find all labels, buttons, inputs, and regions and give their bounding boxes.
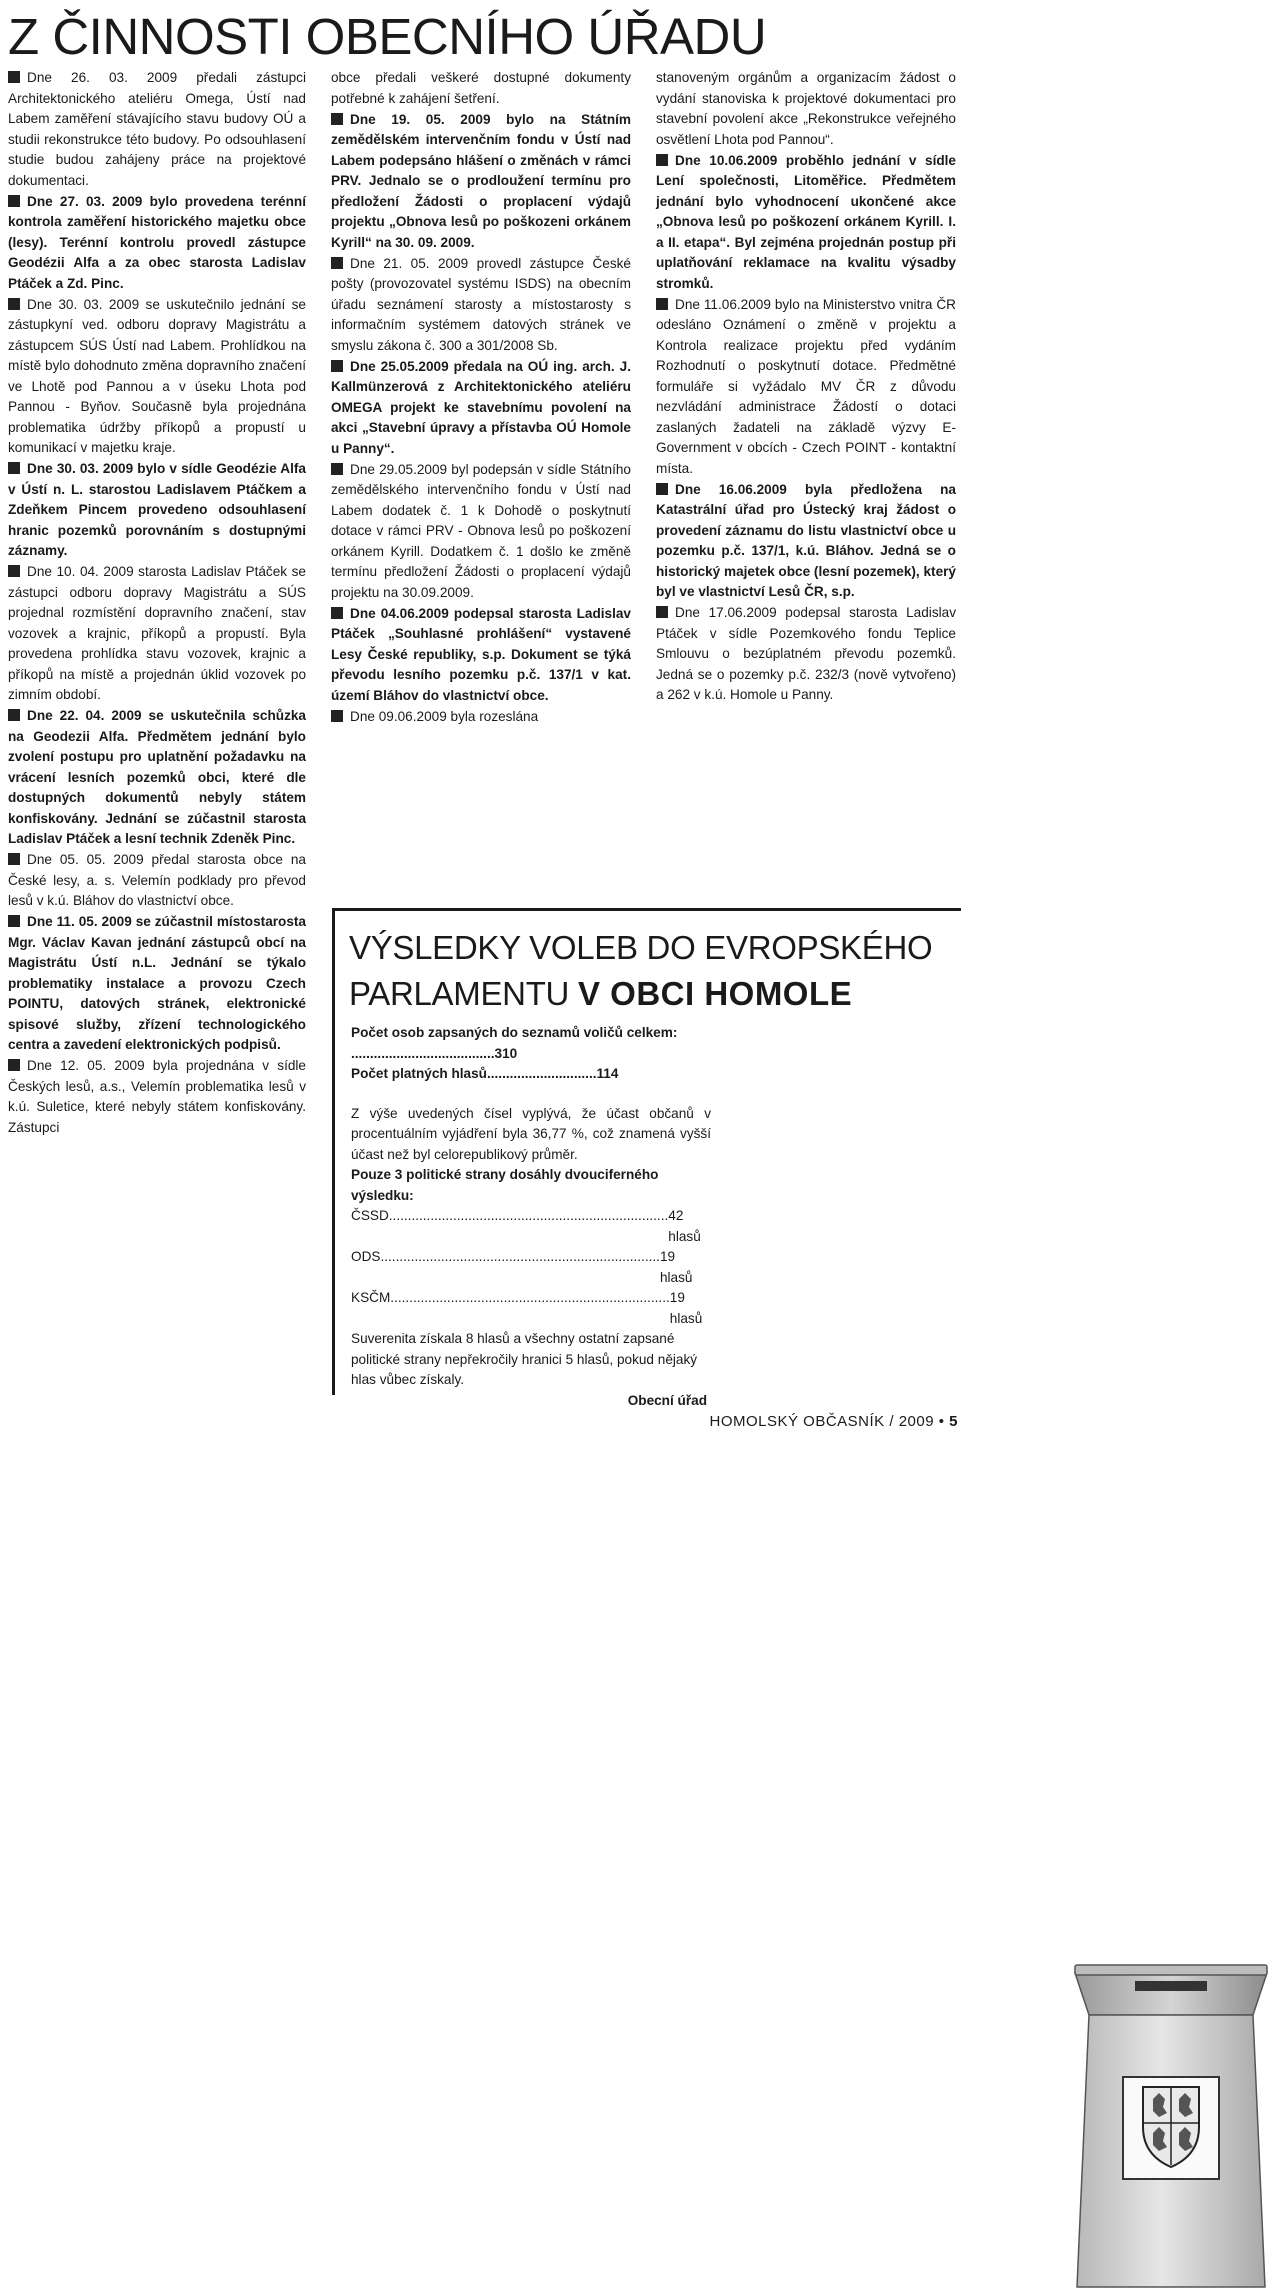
news-item: Dne 10. 04. 2009 starosta Ladislav Ptáček se zástupci odboru dopravy Magistrátu a SÚS projednal rozmístění dopravního značení, stav vozovek a krajnic, příkopů a propustí. Byla provedena prohlídka stavu vozovek, krajnic a příkopů na místě a projednán úklid vozovek po zimním období. — [8, 564, 306, 702]
ballot-box-image — [1069, 1951, 1273, 2295]
bullet-square-icon — [331, 360, 343, 372]
bullet-square-icon — [8, 709, 20, 721]
election-title: VÝSLEDKY VOLEB DO EVROPSKÉHO PARLAMENTU V OBCI HOMOLE — [349, 929, 933, 1012]
party-row: ČSSD .......................................................................... 42 hlasů — [351, 1208, 701, 1244]
news-item: Dne 09.06.2009 byla rozeslána — [331, 707, 631, 728]
valid-votes-stat: Počet platných hlasů.............................114 — [351, 1066, 619, 1081]
news-item: Dne 11. 05. 2009 se zúčastnil místostarosta Mgr. Václav Kavan jednání zástupců obcí na Magistrátu Ústí n.L. Jednání se týkalo problematiky instalace a provozu Czech POINTU, datových stránek, elektronické spisové služby, zřízení technologického centra a zavedení elektronických podpisů. — [8, 914, 306, 1052]
news-item: Dne 22. 04. 2009 se uskutečnila schůzka na Geodezii Alfa. Předmětem jednání bylo zvolení postupu pro uplatnění požadavku na vrácení lesních pozemků obci, které dle dostupných dokumentů nebyly státem konfiskovány. Jednání se zúčastnil starosta Ladislav Ptáček a lesní technik Zdeněk Pinc. — [8, 708, 306, 846]
news-item: Dne 17.06.2009 podepsal starosta Ladislav Ptáček v sídle Pozemkového fondu Teplice Smlouvu o bezúplatném převodu pozemků. Jedná se o pozemky p.č. 232/3 (nově vytvořeno) a 262 v k.ú. Homole u Panny. — [656, 605, 956, 702]
news-item: Dne 10.06.2009 proběhlo jednání v sídle Lení společnosti, Litoměřice. Předmětem jednání bylo vyhodnocení ukončené akce „Obnova lesů po poškození orkánem Kyrill. I. a II. etapa“. Byl zejména projednán postup při uplatňování reklamace na kvalitu výsadby stromků. — [656, 152, 956, 291]
bullet-square-icon — [8, 298, 20, 310]
bullet-square-icon — [8, 462, 20, 474]
party-row: KSČM .......................................................................... 19 hlasů — [351, 1290, 703, 1326]
news-item: Dne 04.06.2009 podepsal starosta Ladislav Ptáček „Souhlasné prohlášení“ vystavené Lesy České republiky, s.p. Dokument se týká převodu lesního pozemku p.č. 137/1 v kat. území Bláhov do vlastnictví obce. — [331, 605, 631, 703]
news-item: Dne 19. 05. 2009 bylo na Státním zemědělském intervenčním fondu v Ústí nad Labem podepsáno hlášení o změnách v rámci PRV. Jednalo se o prodloužení termínu pro předložení Žádosti o proplacení výdajů projektu „Obnova lesů po poškozeni orkánem Kyrill“ na 30. 09. 2009. — [331, 111, 631, 250]
bullet-square-icon — [656, 483, 668, 495]
bullet-square-icon — [656, 154, 668, 166]
news-item: Dne 27. 03. 2009 bylo provedena terénní kontrola zaměření historického majetku obce (lesy). Terénní kontrolu provedl zástupce Geodézii Alfa a za obec starosta Ladislav Ptáček a Zd. Pinc. — [8, 193, 306, 291]
news-item-continued: stanoveným orgánům a organizacím žádost o vydání stanoviska k projektové dokumentaci pro stavební povolení akce „Rekonstrukce veřejného osvětlení Lhota pod Pannou“. — [656, 70, 956, 147]
bullet-square-icon — [8, 565, 20, 577]
signature: Obecní úřad — [627, 1392, 707, 1408]
column-2 — [331, 68, 631, 728]
election-text — [351, 1023, 711, 1411]
bullet-square-icon — [8, 195, 20, 207]
election-results-box — [332, 908, 961, 1408]
bullet-square-icon — [8, 853, 20, 865]
bullet-square-icon — [656, 298, 668, 310]
news-item: Dne 30. 03. 2009 bylo v sídle Geodézie Alfa v Ústí n. L. starostou Ladislavem Ptáčkem a Zdeňkem Pincem provedeno odsouhlasení hranic pozemků porovnáním s dostupnými záznamy. — [8, 461, 306, 558]
turnout-text: Z výše uvedených čísel vyplývá, že účast občanů v procentuálním vyjádření byla 36,77 %, což znamená vyšší účast než byl celorepublikový průměr. — [351, 1105, 711, 1162]
news-item: Dne 05. 05. 2009 předal starosta obce na České lesy, a. s. Velemín podklady pro převod lesů v k.ú. Bláhov do vlastnictví obce. — [8, 852, 306, 908]
news-item: Dne 12. 05. 2009 byla projednána v sídle Českých lesů, a.s., Velemín problematika lesů v k.ú. Suletice, které nebyly státem konfiskovány. Zástupci — [8, 1058, 306, 1135]
news-item: Dne 21. 05. 2009 provedl zástupce České pošty (provozovatel systému ISDS) na obecním úřadu seznámení starosty a místostarosty s informačním systémem datových stránek ve smyslu zákona č. 300 a 301/2008 Sb. — [331, 255, 631, 353]
bullet-square-icon — [8, 71, 20, 83]
bullet-square-icon — [331, 113, 343, 125]
page-number: 5 — [949, 1413, 958, 1430]
bullet-square-icon — [656, 606, 668, 618]
news-item: Dne 26. 03. 2009 předali zástupci Architektonického ateliéru Omega, Ústí nad Labem zaměření stávajícího stavu budovy OÚ a studii rekonstrukce této budovy. Po odsouhlasení studie budou zahájeny práce na projektové dokumentaci. — [8, 70, 306, 188]
column-3 — [656, 68, 956, 706]
news-item: Dne 11.06.2009 bylo na Ministerstvo vnitra ČR odesláno Oznámení o změně v projektu a Kontrola realizace projektu před vydáním Rozhodnutí o poskytnutí dotace. Předmětné formuláře si vyžádalo MV ČR z důvodu nezvládání administrace Žádostí o dotaci zaslaných žadateli na základě výzvy E-Government v obcích - Czech POINT - kontaktní místa. — [656, 296, 956, 476]
news-item: Dne 16.06.2009 byla předložena na Katastrální úřad pro Ústecký kraj žádost o provedení záznamu do listu vlastnictví obce u pozemku p.č. 137/1, k.ú. Bláhov. Jedná se o historický majetek obce (lesní pozemek), který byl ve vlastnictví Lesů ČR, s.p. — [656, 481, 956, 599]
bullet-square-icon — [331, 257, 343, 269]
page-title: Z ČINNOSTI OBECNÍHO ÚŘADU — [8, 8, 767, 65]
parties-heading: Pouze 3 politické strany dosáhly dvouciferného výsledku: — [351, 1167, 659, 1203]
bullet-square-icon — [8, 915, 20, 927]
news-item: Dne 29.05.2009 byl podepsán v sídle Státního zemědělského intervenčního fondu v Ústí nad Labem dodatek č. 1 k Dohodě o poskytnutí dotace v rámci PRV - Obnova lesů po poškození orkánem Kyrill. Dodatkem č. 1 došlo ke změně termínu předložení Žádosti o proplacení výdajů projektu na 30.09.2009. — [331, 461, 631, 600]
bullet-square-icon — [331, 463, 343, 475]
news-item-continued: obce předali veškeré dostupné dokumenty potřebné k zahájení šetření. — [331, 70, 631, 106]
other-parties-text: Suverenita získala 8 hlasů a všechny ostatní zapsané politické strany nepřekročily hranici 5 hlasů, pokud nějaký hlas vůbec získaly. — [351, 1331, 698, 1387]
news-item: Dne 25.05.2009 předala na OÚ ing. arch. J. Kallmünzerová z Architektonického ateliéru OMEGA projekt ke stavebnímu povolení na akci „Stavební úpravy a přístavba OÚ Homole u Panny“. — [331, 358, 631, 456]
bullet-square-icon — [331, 710, 343, 722]
bullet-square-icon — [8, 1059, 20, 1071]
bullet-square-icon — [331, 607, 343, 619]
column-1 — [8, 68, 306, 1139]
news-item: Dne 30. 03. 2009 se uskutečnilo jednání se zástupkyní ved. odboru dopravy Magistrátu a zástupcem SÚS Ústí nad Labem. Prohlídkou na místě bylo dohodnuto změna dopravního značení ve Lhotě pod Pannou a v úseku Lhota pod Pannou - Byňov. Současně byla projednána problematika údržby příkopů a propustí u komunikací v majetku kraje. — [8, 296, 306, 455]
party-row: ODS .......................................................................... 19 hlasů — [351, 1249, 693, 1285]
registered-voters-stat: Počet osob zapsaných do seznamů voličů celkem: ......................................310 — [351, 1025, 678, 1061]
page-footer: HOMOLSKÝ OBČASNÍK / 2009 • 5 — [709, 1413, 958, 1430]
